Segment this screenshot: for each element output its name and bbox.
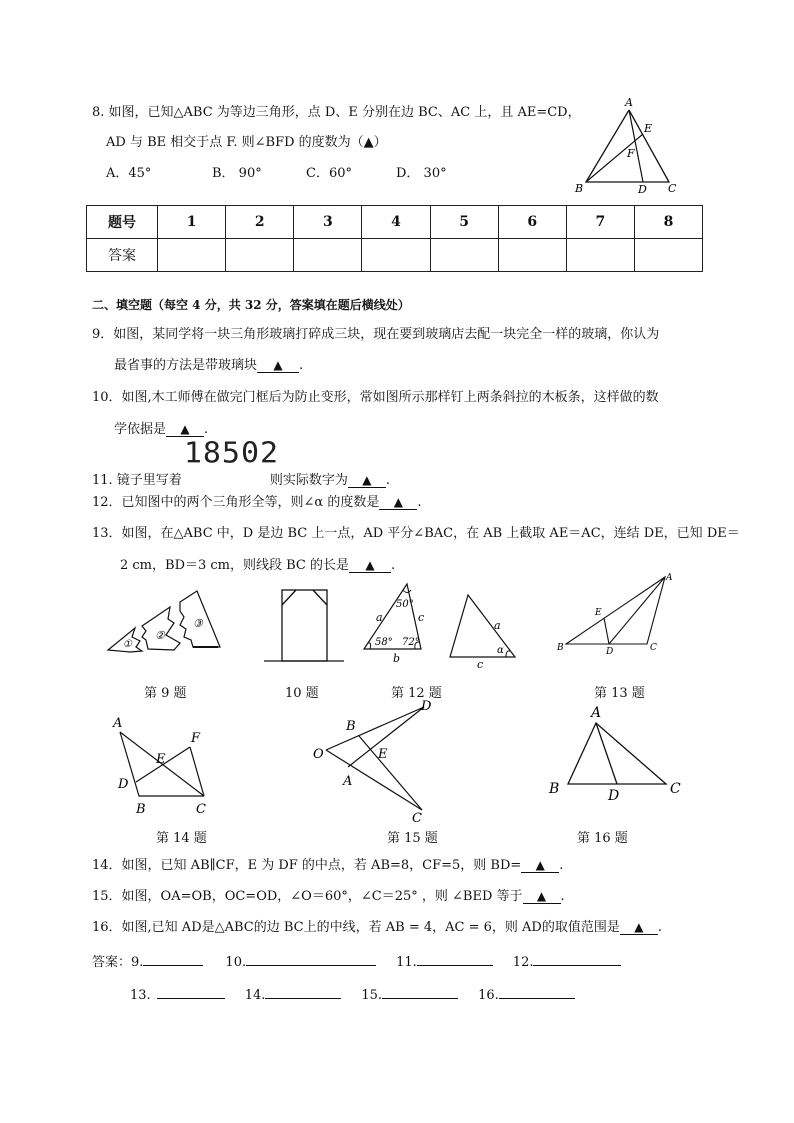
answer-cell-4[interactable]	[362, 239, 430, 272]
label-f: F	[627, 147, 635, 160]
q12-blank[interactable]: ▲	[379, 495, 417, 510]
q16-blank[interactable]: ▲	[620, 920, 658, 935]
q9-end: .	[299, 358, 304, 373]
ans-16-label: 16.	[478, 988, 499, 1003]
table-row-answers	[87, 239, 703, 272]
angle-left: 58°	[375, 637, 393, 648]
label-a: A	[625, 96, 633, 109]
q14-line	[92, 858, 563, 874]
q16-line	[92, 920, 662, 936]
angle-top: 50°	[396, 599, 414, 610]
answers-row2	[130, 985, 575, 1004]
answer-cell-6[interactable]	[498, 239, 566, 272]
table-col-2: 2	[226, 206, 294, 239]
fig15-figure	[310, 697, 440, 822]
label-d: D	[421, 699, 432, 714]
q13-text: 2 cm，BD＝3 cm，则线段 BC 的长是	[120, 558, 350, 573]
q13-line2	[120, 558, 395, 574]
answer-cell-1[interactable]	[158, 239, 226, 272]
label-a: A	[113, 716, 123, 731]
ans-10-blank[interactable]	[246, 952, 376, 966]
answer-cell-3[interactable]	[294, 239, 362, 272]
label-d: D	[606, 647, 614, 657]
table-col-7: 7	[566, 206, 634, 239]
side-b: b	[393, 652, 401, 665]
q8-option-d: D． 30°	[396, 166, 447, 181]
answer-table	[86, 205, 703, 272]
ans-12-label: 12.	[512, 955, 534, 970]
ans-10-label: 10.	[225, 955, 247, 970]
ans-15-blank[interactable]	[382, 985, 458, 999]
t2-alpha: α	[497, 645, 504, 656]
label-f: F	[191, 731, 201, 746]
label-d: D	[118, 777, 129, 792]
q15-end: .	[560, 889, 565, 904]
table-col-4: 4	[362, 206, 430, 239]
q8-option-b: B． 90°	[212, 166, 262, 181]
ans-15-label: 15.	[361, 988, 383, 1003]
t2-side-a: a	[494, 619, 501, 632]
fig14-caption: 第 14 题	[156, 831, 207, 846]
label-e: E	[378, 747, 388, 762]
mirror-digits: 18502	[183, 436, 280, 471]
table-col-1: 1	[158, 206, 226, 239]
q14-blank[interactable]: ▲	[521, 858, 559, 873]
label-b: B	[136, 802, 146, 817]
q14-text: 14．如图，已知 AB∥CF，E 为 DF 的中点，若 AB=8，CF=5，则 BD=	[92, 858, 522, 873]
label-o: O	[313, 747, 324, 762]
ans-16-blank[interactable]	[499, 985, 575, 999]
ans-11-label: 11.	[396, 955, 417, 970]
fig12-caption: 第 12 题	[391, 686, 442, 701]
table-col-3: 3	[294, 206, 362, 239]
label-c: C	[650, 643, 657, 653]
angle-right: 72°	[402, 637, 420, 648]
fig13-triangle	[556, 570, 686, 660]
fig14-figure	[110, 712, 220, 817]
table-header-label: 题号	[87, 206, 158, 239]
q9-blank[interactable]: ▲	[257, 358, 299, 373]
q9-line1: 9．如图，某同学将一块三角形玻璃打碎成三块，现在要到玻璃店去配一块完全一样的玻璃，你认为	[92, 327, 660, 342]
answer-cell-2[interactable]	[226, 239, 294, 272]
label-b: B	[346, 719, 356, 734]
label-b: B	[557, 643, 564, 653]
answer-cell-8[interactable]	[634, 239, 702, 272]
q10-end: .	[204, 422, 209, 437]
q14-end: .	[559, 858, 564, 873]
answer-cell-5[interactable]	[430, 239, 498, 272]
label-a: A	[591, 705, 602, 721]
table-col-5: 5	[430, 206, 498, 239]
q10-line2	[114, 422, 208, 438]
q15-text: 15．如图，OA=OB，OC=OD，∠O＝60°，∠C＝25° ，则 ∠BED 等于	[92, 889, 523, 904]
label-e: E	[595, 608, 602, 618]
table-col-6: 6	[498, 206, 566, 239]
q15-line	[92, 889, 565, 905]
table-row-header	[87, 206, 703, 239]
q8-triangle-figure	[570, 90, 690, 200]
piece-1-label: ①	[123, 639, 132, 650]
q8-line1: 8. 如图，已知△ABC 为等边三角形，点 D、E 分别在边 BC、AC 上，且 AE=CD，	[92, 105, 581, 120]
q16-end: .	[657, 920, 662, 935]
piece-2-label: ②	[155, 629, 165, 642]
q10-blank[interactable]: ▲	[166, 422, 204, 437]
side-c: c	[418, 611, 425, 624]
ans-9-label: 9.	[131, 955, 144, 970]
q11-suffix: 则实际数字为	[269, 473, 348, 488]
table-answer-label: 答案	[87, 239, 158, 272]
fig9-caption: 第 9 题	[144, 686, 187, 701]
q11-blank[interactable]: ▲	[348, 473, 386, 488]
section2-title: 二、填空题（每空 4 分，共 32 分，答案填在题后横线处）	[92, 298, 410, 312]
ans-9-blank[interactable]	[143, 952, 203, 966]
answers-row1	[92, 952, 621, 971]
fig15-caption: 第 15 题	[387, 831, 438, 846]
label-e: E	[156, 752, 166, 767]
label-c: C	[412, 811, 422, 822]
label-a: A	[666, 573, 673, 583]
q9-line2	[114, 358, 303, 374]
label-c: C	[196, 802, 206, 817]
q12-text: 12．已知图中的两个三角形全等，则∠α 的度数是	[92, 495, 380, 510]
table-col-8: 8	[634, 206, 702, 239]
fig16-figure	[540, 700, 690, 805]
answers-label: 答案：	[92, 955, 132, 970]
label-c: C	[668, 182, 677, 195]
fig9-broken-glass	[100, 585, 225, 660]
fig10-caption: 10 题	[285, 686, 319, 701]
q15-blank[interactable]: ▲	[523, 889, 561, 904]
q16-text: 16．如图,已知 AD是△ABC的边 BC上的中线，若 AB = 4，AC = 6，则 AD的取值范围是	[92, 920, 620, 935]
q8-option-a: A．45°	[106, 166, 152, 181]
ans-12-blank[interactable]	[533, 952, 621, 966]
fig12-triangles	[355, 578, 525, 668]
mirror-digits-image	[182, 436, 280, 484]
ans-11-blank[interactable]	[417, 952, 493, 966]
q13-end: .	[391, 558, 396, 573]
q13-blank[interactable]: ▲	[349, 558, 391, 573]
q11-prefix: 11. 镜子里写着	[92, 473, 182, 488]
label-e: E	[644, 122, 653, 135]
fig16-caption: 第 16 题	[577, 831, 628, 846]
ans-14-label: 14.	[244, 988, 266, 1003]
q8-line2: AD 与 BE 相交于点 F. 则∠BFD 的度数为（▲）	[106, 135, 387, 150]
label-d: D	[608, 788, 620, 804]
t2-side-c: c	[477, 658, 484, 668]
fig10-door-frame	[262, 585, 352, 665]
ans-13-blank[interactable]	[157, 985, 225, 999]
q13-line1: 13．如图，在△ABC 中，D 是边 BC 上一点，AD 平分∠BAC，在 AB 上截取 AE＝AC，连结 DE，已知 DE＝	[92, 526, 740, 541]
q12-end: .	[417, 495, 422, 510]
q9-text: 最省事的方法是带玻璃块	[114, 358, 258, 373]
piece-3-label: ③	[193, 617, 203, 630]
label-a: A	[343, 774, 353, 789]
label-b: B	[549, 781, 560, 797]
label-c: C	[670, 781, 681, 797]
q10-text: 学依据是	[114, 422, 167, 437]
q12-line	[92, 495, 422, 511]
answer-cell-7[interactable]	[566, 239, 634, 272]
fig13-caption: 第 13 题	[594, 686, 645, 701]
ans-13-label: 13.	[130, 988, 151, 1003]
label-d: D	[638, 183, 647, 196]
q11-line	[92, 436, 390, 489]
ans-14-blank[interactable]	[265, 985, 341, 999]
label-b: B	[575, 182, 584, 195]
q11-end: .	[385, 473, 390, 488]
side-a: a	[376, 611, 383, 624]
q8-option-c: C．60°	[306, 166, 352, 181]
q10-line1: 10．如图,木工师傅在做完门框后为防止变形，常如图所示那样钉上两条斜拉的木板条，这样做的数	[92, 390, 659, 405]
